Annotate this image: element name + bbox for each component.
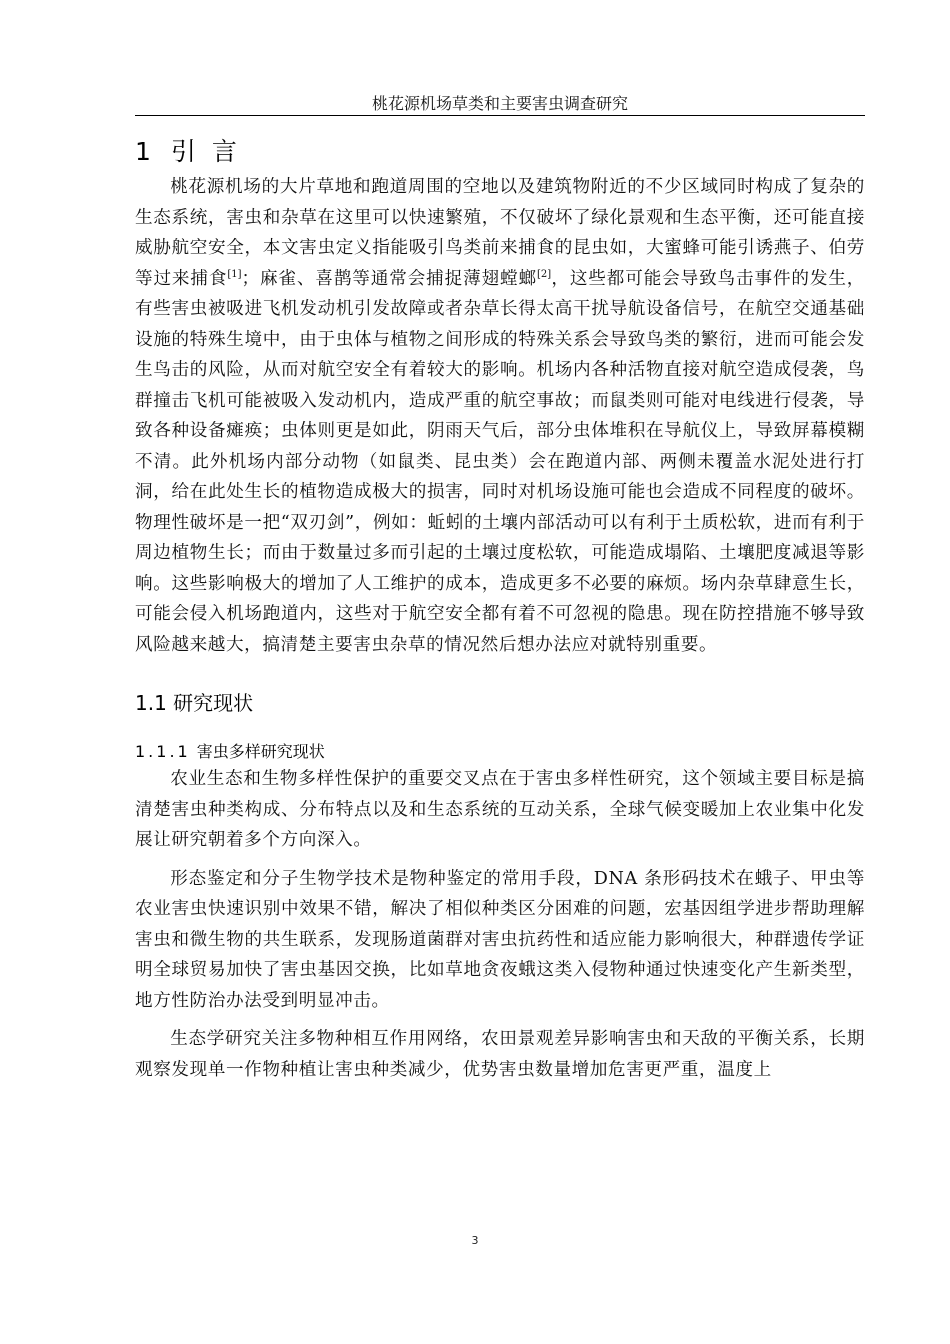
intro-text-part3: ，这些都可能会导致鸟击事件的发生，有些害虫被吸进飞机发动机引发故障或者杂草长得太高干扰导航设备信号，在航空交通基础设施的特殊生境中，由于虫体与植物之间形成的特殊关系会导致鸟类的繁衍，进而可能会发生鸟击的风险，从而对航空安全有着较大的影响。机场内各种活物直接对航空造成侵袭，鸟群撞击飞机可能被吸入发动机内，造成严重的航空事故；而鼠类则可能对电线进行侵袭，导致各种设备瘫痪；虫体则更是如此，阴雨天气后，部分虫体堆积在导航仪上，导致屏幕模糊不清。此外机场内部分动物（如鼠类、昆虫类）会在跑道内部、两侧未覆盖水泥处进行打洞，给在此处生长的植物造成极大的损害，同时对机场设施可能也会造成不同程度的破坏。物理性破坏是一把“双刃剑”，例如：蚯蚓的土壤内部活动可以有利于土质松软，进而有利于周边植物生长；而由于数量过多而引起的土壤过度松软，可能造成塌陷、土壤肥度减退等影响。这些影响极大的增加了人工维护的成本，造成更多不必要的麻烦。场内杂草肆意生长，可能会侵入机场跑道内，这些对于航空安全都有着不可忽视的隐患。现在防控措施不够导致风险越来越大，搞清楚主要害虫杂草的情况然后想办法应对就特别重要。 (135, 268, 865, 655)
citation-1[interactable]: [1] (227, 268, 242, 280)
subsection-heading: 1.1 研究现状 (135, 691, 254, 715)
intro-paragraph (135, 172, 865, 660)
section-number: 1 (135, 137, 155, 166)
body-paragraph-1: 农业生态和生物多样性保护的重要交叉点在于害虫多样性研究，这个领域主要目标是搞清楚害虫种类构成、分布特点以及和生态系统的互动关系，全球气候变暖加上农业集中化发展让研究朝着多个方向深入。 (135, 769, 865, 850)
intro-text-part2: ；麻雀、喜鹊等通常会捕捉薄翅螳螂 (241, 268, 537, 289)
citation-2[interactable]: [2] (536, 268, 552, 280)
paragraph-spacer (135, 1016, 865, 1024)
section-heading (135, 132, 865, 172)
subsubsection-number: 1.1.1 (135, 742, 191, 761)
body-paragraph-2: 形态鉴定和分子生物学技术是物种鉴定的常用手段，DNA 条形码技术在蛾子、甲虫等农业害虫快速识别中效果不错，解决了相似种类区分困难的问题，宏基因组学进步帮助理解害虫和微生物的共生联系，发现肠道菌群对害虫抗药性和适应能力影响很大，种群遗传学证明全球贸易加快了害虫基因交换，比如草地贪夜蛾这类入侵物种通过快速变化产生新类型，地方性防治办法受到明显冲击。 (135, 868, 865, 1011)
page-number: 3 (471, 1234, 479, 1247)
intro-text-part1: 桃花源机场的大片草地和跑道周围的空地以及建筑物附近的不少区域同时构成了复杂的生态系统，害虫和杂草在这里可以快速繁殖，不仅破坏了绿化景观和生态平衡，还可能直接威胁航空安全，本文害虫定义指能吸引鸟类前来捕食的昆虫如，大蜜蜂可能引诱燕子、伯劳等过来捕食 (135, 177, 865, 289)
running-header: 桃花源机场草类和主要害虫调查研究 (371, 94, 628, 113)
body-paragraph-3: 生态学研究关注多物种相互作用网络，农田景观差异影响害虫和天敌的平衡关系，长期观察发现单一作物种植让害虫种类减少，优势害虫数量增加危害更严重，温度上 (135, 1029, 865, 1080)
header-rule (135, 115, 865, 116)
section-title: 引 言 (170, 137, 241, 166)
subsubsection-heading (135, 740, 865, 764)
subsubsection-title: 害虫多样研究现状 (196, 742, 325, 761)
paragraph-spacer (135, 856, 865, 864)
page-content (135, 132, 865, 1085)
